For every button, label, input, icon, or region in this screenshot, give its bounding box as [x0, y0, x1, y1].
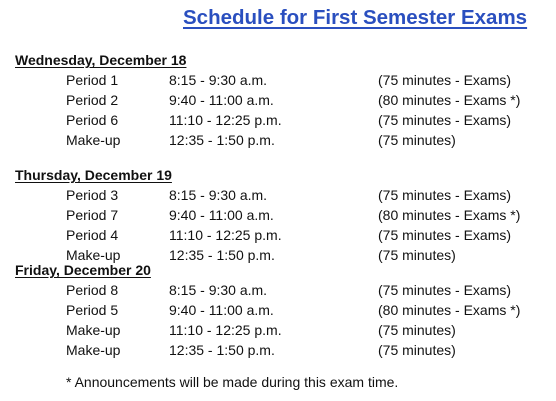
time-range: 8:15 - 9:30 a.m.: [169, 72, 268, 88]
duration-note: (75 minutes - Exams): [378, 72, 512, 88]
duration-note: (80 minutes - Exams *): [378, 302, 521, 318]
duration-note: (75 minutes): [378, 132, 456, 148]
period-label: Make-up: [66, 342, 121, 358]
time-range: 12:35 - 1:50 p.m.: [169, 342, 275, 358]
schedule-row: [0, 282, 556, 302]
day-heading-thursday: Thursday, December 19: [15, 167, 172, 183]
schedule-row: [0, 92, 556, 112]
duration-note: (75 minutes - Exams): [378, 282, 512, 298]
schedule-row: [0, 112, 556, 132]
duration-note: (75 minutes - Exams): [378, 112, 512, 128]
duration-note: (75 minutes - Exams): [378, 187, 512, 203]
period-label: Period 2: [66, 92, 119, 108]
period-label: Period 5: [66, 302, 119, 318]
schedule-row: [0, 207, 556, 227]
period-label: Make-up: [66, 247, 121, 263]
time-range: 11:10 - 12:25 p.m.: [169, 322, 282, 338]
schedule-row: [0, 322, 556, 342]
duration-note: (75 minutes): [378, 247, 456, 263]
schedule-row: [0, 187, 556, 207]
time-range: 8:15 - 9:30 a.m.: [169, 282, 268, 298]
period-label: Period 6: [66, 112, 119, 128]
time-range: 11:10 - 12:25 p.m.: [169, 227, 282, 243]
day-heading-friday: Friday, December 20: [15, 262, 151, 278]
schedule-row: [0, 227, 556, 247]
period-label: Period 4: [66, 227, 119, 243]
time-range: 8:15 - 9:30 a.m.: [169, 187, 268, 203]
period-label: Period 8: [66, 282, 119, 298]
time-range: 11:10 - 12:25 p.m.: [169, 112, 282, 128]
time-range: 12:35 - 1:50 p.m.: [169, 247, 275, 263]
page-title: Schedule for First Semester Exams: [183, 6, 528, 29]
duration-note: (80 minutes - Exams *): [378, 92, 521, 108]
time-range: 9:40 - 11:00 a.m.: [169, 92, 274, 108]
duration-note: (80 minutes - Exams *): [378, 207, 521, 223]
schedule-row: [0, 132, 556, 152]
time-range: 9:40 - 11:00 a.m.: [169, 207, 274, 223]
schedule-row: [0, 342, 556, 362]
period-label: Make-up: [66, 322, 121, 338]
footnote: * Announcements will be made during this exam time.: [66, 374, 399, 390]
schedule-row: [0, 302, 556, 322]
duration-note: (75 minutes): [378, 342, 456, 358]
duration-note: (75 minutes - Exams): [378, 227, 512, 243]
period-label: Period 7: [66, 207, 119, 223]
schedule-row: [0, 72, 556, 92]
period-label: Period 3: [66, 187, 119, 203]
time-range: 12:35 - 1:50 p.m.: [169, 132, 275, 148]
period-label: Make-up: [66, 132, 121, 148]
day-heading-wednesday: Wednesday, December 18: [15, 52, 187, 68]
duration-note: (75 minutes): [378, 322, 456, 338]
period-label: Period 1: [66, 72, 119, 88]
time-range: 9:40 - 11:00 a.m.: [169, 302, 274, 318]
